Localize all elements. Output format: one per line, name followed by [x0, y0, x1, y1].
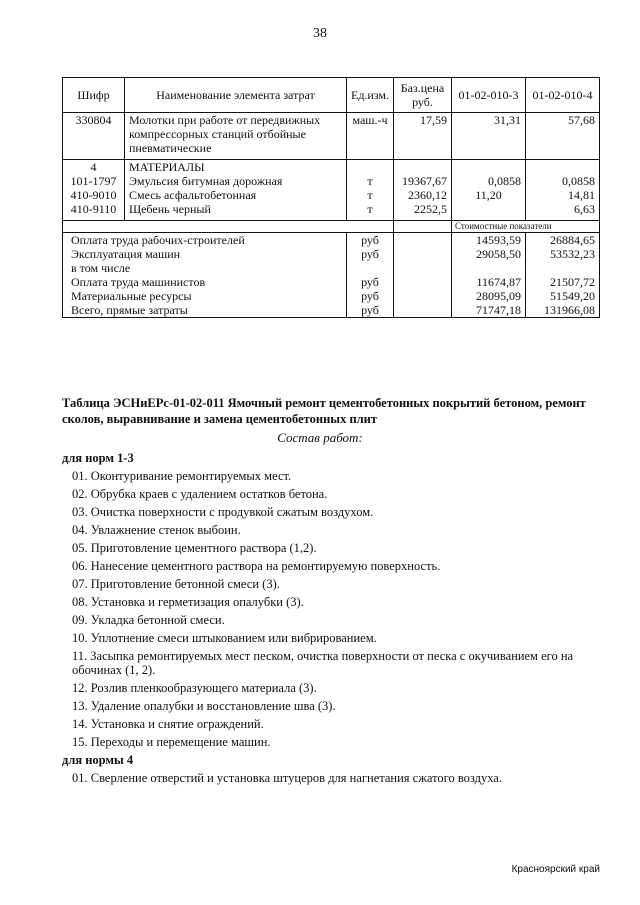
list-item: 02. Обрубка краев с удалением остатков бетона. [72, 487, 328, 501]
cell-code: 410-9110 [63, 202, 125, 216]
summary-name: Эксплуатация машин [63, 247, 347, 261]
summary-norm-4 [526, 261, 600, 275]
cell-unit: т [347, 202, 394, 216]
summary-unit: руб [347, 289, 394, 303]
list-item: 04. Увлажнение стенок выбоин. [72, 523, 241, 537]
list-item: 10. Уплотнение смеси штыкованием или вибрированием. [72, 631, 377, 645]
cell-norm-3 [452, 202, 526, 216]
header-name: Наименование элемента затрат [125, 78, 347, 113]
list-item: 03. Очистка поверхности с продувкой сжатым воздухом. [72, 505, 374, 519]
footer-region: Красноярский край [511, 864, 600, 875]
cell-unit: маш.-ч [347, 113, 394, 156]
page-number: 38 [313, 26, 327, 41]
table-row [63, 113, 600, 156]
cell-norm-4: 6,63 [526, 202, 600, 216]
summary-norm-3: 29058,50 [452, 247, 526, 261]
table-row [63, 202, 600, 216]
work-composition [62, 449, 602, 787]
summary-row [63, 233, 600, 248]
list-item: 09. Укладка бетонной смеси. [72, 613, 225, 627]
cell-price: 17,59 [394, 113, 452, 156]
summary-name: Всего, прямые затраты [63, 303, 347, 318]
cost-table [62, 77, 600, 318]
list-item: 14. Установка и снятие ограждений. [72, 717, 264, 731]
cell-price: 2360,12 [394, 188, 452, 202]
summary-row [63, 275, 600, 289]
summary-unit: руб [347, 247, 394, 261]
summary-norm-4: 131966,08 [526, 303, 600, 318]
header-code: Шифр [63, 78, 125, 113]
summary-norm-3: 28095,09 [452, 289, 526, 303]
summary-norm-3 [452, 261, 526, 275]
cell-code: 330804 [63, 113, 125, 156]
summary-row [63, 261, 600, 275]
group-label: для нормы 4 [62, 753, 134, 767]
summary-norm-3: 11674,87 [452, 275, 526, 289]
cell-price: 19367,67 [394, 174, 452, 188]
header-price: Баз.цена руб. [394, 78, 452, 113]
list-item: 15. Переходы и перемещение машин. [72, 735, 271, 749]
summary-name: Оплата труда машинистов [63, 275, 347, 289]
section-code: 4 [63, 160, 125, 175]
list-item: 11. Засыпка ремонтируемых мест песком, очистка поверхности от песка с окучиванием его на обочинах (1, 2). [72, 649, 574, 677]
summary-unit [347, 261, 394, 275]
list-item: 01. Сверление отверстий и установка штуцеров для нагнетания сжатого воздуха. [72, 771, 502, 785]
summary-name: Материальные ресурсы [63, 289, 347, 303]
summary-norm-4: 53532,23 [526, 247, 600, 261]
cell-name: Смесь асфальтобетонная [125, 188, 347, 202]
section-title: Таблица ЭСНиЕРс-01-02-011 Ямочный ремонт цементобетонных покрытий бетоном, ремонт сколов, выравнивание и замена цементобетонных плит [62, 396, 586, 426]
cell-norm-4: 57,68 [526, 113, 600, 156]
section-name: МАТЕРИАЛЫ [125, 160, 347, 175]
section-subtitle: Состав работ: [277, 430, 363, 445]
summary-row [63, 247, 600, 261]
list-item: 13. Удаление опалубки и восстановление шва (3). [72, 699, 336, 713]
table-row [63, 188, 600, 202]
cell-price: 2252,5 [394, 202, 452, 216]
summary-row [63, 303, 600, 318]
materials-section-row [63, 160, 600, 175]
cell-code: 101-1797 [63, 174, 125, 188]
cell-unit: т [347, 188, 394, 202]
summary-unit: руб [347, 303, 394, 318]
list-item: 01. Оконтуривание ремонтируемых мест. [72, 469, 292, 483]
list-item: 05. Приготовление цементного раствора (1,2). [72, 541, 317, 555]
summary-name: Оплата труда рабочих-строителей [63, 233, 347, 248]
cell-name: Молотки при работе от передвижных компрессорных станций отбойные пневматические [125, 113, 347, 156]
cell-code: 410-9010 [63, 188, 125, 202]
table-header-row [63, 78, 600, 113]
cell-name: Эмульсия битумная дорожная [125, 174, 347, 188]
summary-norm-3: 71747,18 [452, 303, 526, 318]
cost-indicators-row [63, 221, 600, 233]
cost-indicators-label: Стоимостные показатели [452, 221, 600, 233]
summary-unit: руб [347, 275, 394, 289]
header-norm-4: 01-02-010-4 [526, 78, 600, 113]
summary-norm-4: 21507,72 [526, 275, 600, 289]
cell-norm-3: 31,31 [452, 113, 526, 156]
cell-norm-4: 14,81 [526, 188, 600, 202]
header-unit: Ед.изм. [347, 78, 394, 113]
list-item: 07. Приготовление бетонной смеси (3). [72, 577, 280, 591]
summary-row [63, 289, 600, 303]
list-item: 06. Нанесение цементного раствора на ремонтируемую поверхность. [72, 559, 441, 573]
summary-norm-3: 14593,59 [452, 233, 526, 248]
cell-norm-3: 0,0858 [452, 174, 526, 188]
summary-norm-4: 26884,65 [526, 233, 600, 248]
cell-unit: т [347, 174, 394, 188]
list-item: 08. Установка и герметизация опалубки (3). [72, 595, 304, 609]
cell-norm-4: 0,0858 [526, 174, 600, 188]
group-label: для норм 1-3 [62, 451, 134, 465]
summary-unit: руб [347, 233, 394, 248]
summary-norm-4: 51549,20 [526, 289, 600, 303]
header-norm-3: 01-02-010-3 [452, 78, 526, 113]
cell-name: Щебень черный [125, 202, 347, 216]
cell-norm-3: 11,20 [452, 188, 526, 202]
table-row [63, 174, 600, 188]
list-item: 12. Розлив пленкообразующего материала (3). [72, 681, 317, 695]
summary-name: в том числе [63, 261, 347, 275]
